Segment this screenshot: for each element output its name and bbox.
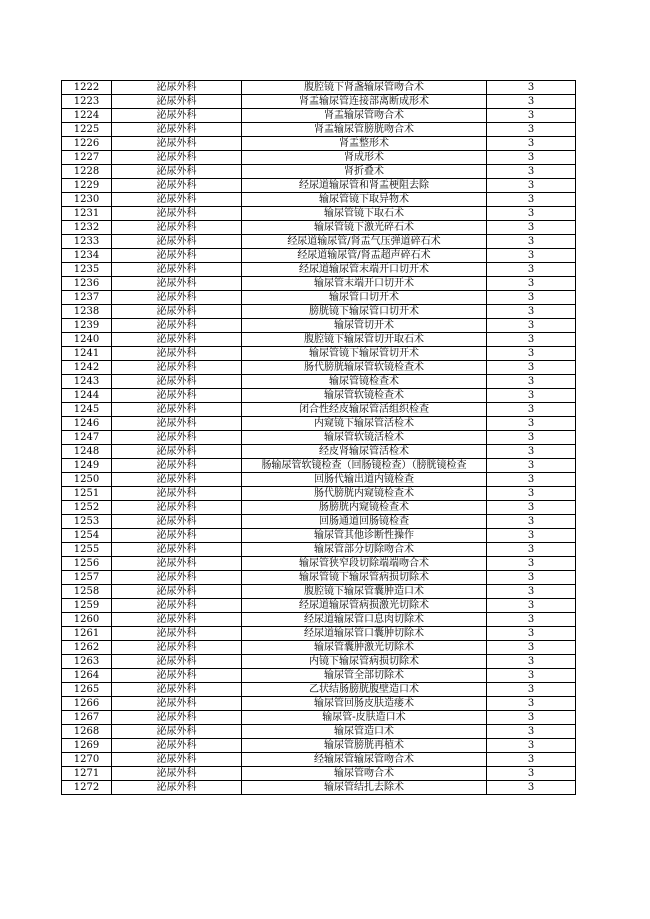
procedure-name-cell: 输尿管末端开口切开术 (242, 277, 487, 291)
table-row (62, 753, 576, 767)
row-number-cell: 1234 (62, 249, 112, 263)
grade-level-cell: 3 (487, 221, 576, 235)
department-cell: 泌尿外科 (112, 263, 242, 277)
grade-level-cell: 3 (487, 319, 576, 333)
row-number-cell: 1222 (62, 81, 112, 95)
row-number-cell: 1266 (62, 697, 112, 711)
department-cell: 泌尿外科 (112, 305, 242, 319)
procedure-name-cell: 输尿管镜下取石术 (242, 207, 487, 221)
table-row (62, 235, 576, 249)
grade-level-cell: 3 (487, 123, 576, 137)
procedure-name-cell: 经尿道输尿管/肾盂气压弹道碎石术 (242, 235, 487, 249)
grade-level-cell: 3 (487, 599, 576, 613)
row-number-cell: 1244 (62, 389, 112, 403)
row-number-cell: 1248 (62, 445, 112, 459)
department-cell: 泌尿外科 (112, 249, 242, 263)
row-number-cell: 1256 (62, 557, 112, 571)
department-cell: 泌尿外科 (112, 655, 242, 669)
grade-level-cell: 3 (487, 487, 576, 501)
procedure-name-cell: 输尿管膀胱再植术 (242, 739, 487, 753)
grade-level-cell: 3 (487, 585, 576, 599)
procedure-name-cell: 肠代膀胱输尿管软镜检查术 (242, 361, 487, 375)
department-cell: 泌尿外科 (112, 389, 242, 403)
table-row (62, 137, 576, 151)
row-number-cell: 1228 (62, 165, 112, 179)
procedure-name-cell: 输尿管-皮肤造口术 (242, 711, 487, 725)
row-number-cell: 1263 (62, 655, 112, 669)
grade-level-cell: 3 (487, 305, 576, 319)
department-cell: 泌尿外科 (112, 599, 242, 613)
grade-level-cell: 3 (487, 655, 576, 669)
procedure-name-cell: 输尿管镜下取异物术 (242, 193, 487, 207)
table-row (62, 179, 576, 193)
row-number-cell: 1271 (62, 767, 112, 781)
department-cell: 泌尿外科 (112, 683, 242, 697)
grade-level-cell: 3 (487, 515, 576, 529)
row-number-cell: 1233 (62, 235, 112, 249)
row-number-cell: 1247 (62, 431, 112, 445)
department-cell: 泌尿外科 (112, 235, 242, 249)
grade-level-cell: 3 (487, 767, 576, 781)
procedure-name-cell: 肠代膀胱内窥镜检查术 (242, 487, 487, 501)
department-cell: 泌尿外科 (112, 151, 242, 165)
grade-level-cell: 3 (487, 613, 576, 627)
table-row (62, 249, 576, 263)
grade-level-cell: 3 (487, 669, 576, 683)
grade-level-cell: 3 (487, 543, 576, 557)
row-number-cell: 1272 (62, 781, 112, 795)
procedure-name-cell: 输尿管软镜活检术 (242, 431, 487, 445)
procedure-name-cell: 输尿管镜检查术 (242, 375, 487, 389)
grade-level-cell: 3 (487, 641, 576, 655)
table-row (62, 193, 576, 207)
table-row (62, 81, 576, 95)
department-cell: 泌尿外科 (112, 711, 242, 725)
row-number-cell: 1241 (62, 347, 112, 361)
department-cell: 泌尿外科 (112, 291, 242, 305)
grade-level-cell: 3 (487, 557, 576, 571)
grade-level-cell: 3 (487, 711, 576, 725)
row-number-cell: 1246 (62, 417, 112, 431)
department-cell: 泌尿外科 (112, 361, 242, 375)
department-cell: 泌尿外科 (112, 739, 242, 753)
row-number-cell: 1232 (62, 221, 112, 235)
procedure-name-cell: 肾盂输尿管连接部离断成形术 (242, 95, 487, 109)
procedure-name-cell: 输尿管狭窄段切除端端吻合术 (242, 557, 487, 571)
table-row (62, 571, 576, 585)
table-row (62, 697, 576, 711)
table-row (62, 543, 576, 557)
row-number-cell: 1261 (62, 627, 112, 641)
table-row (62, 389, 576, 403)
table-row (62, 669, 576, 683)
row-number-cell: 1267 (62, 711, 112, 725)
department-cell: 泌尿外科 (112, 165, 242, 179)
table-row (62, 403, 576, 417)
department-cell: 泌尿外科 (112, 179, 242, 193)
procedure-name-cell: 肾成形术 (242, 151, 487, 165)
department-cell: 泌尿外科 (112, 767, 242, 781)
procedure-name-cell: 腹腔镜下肾盏输尿管吻合术 (242, 81, 487, 95)
grade-level-cell: 3 (487, 403, 576, 417)
row-number-cell: 1251 (62, 487, 112, 501)
table-row (62, 417, 576, 431)
grade-level-cell: 3 (487, 459, 576, 473)
department-cell: 泌尿外科 (112, 669, 242, 683)
procedure-name-cell: 肾盂整形术 (242, 137, 487, 151)
table-row (62, 151, 576, 165)
department-cell: 泌尿外科 (112, 571, 242, 585)
procedure-name-cell: 输尿管全部切除术 (242, 669, 487, 683)
department-cell: 泌尿外科 (112, 725, 242, 739)
grade-level-cell: 3 (487, 95, 576, 109)
department-cell: 泌尿外科 (112, 431, 242, 445)
table-row (62, 655, 576, 669)
procedure-name-cell: 肾盂输尿管吻合术 (242, 109, 487, 123)
grade-level-cell: 3 (487, 81, 576, 95)
grade-level-cell: 3 (487, 207, 576, 221)
table-row (62, 291, 576, 305)
procedure-name-cell: 乙状结肠膀胱腹壁造口术 (242, 683, 487, 697)
row-number-cell: 1226 (62, 137, 112, 151)
row-number-cell: 1227 (62, 151, 112, 165)
row-number-cell: 1249 (62, 459, 112, 473)
procedure-name-cell: 输尿管镜下激光碎石术 (242, 221, 487, 235)
table-row (62, 123, 576, 137)
procedure-name-cell: 经皮肾输尿管活检术 (242, 445, 487, 459)
table-row (62, 781, 576, 795)
department-cell: 泌尿外科 (112, 459, 242, 473)
row-number-cell: 1240 (62, 333, 112, 347)
department-cell: 泌尿外科 (112, 641, 242, 655)
row-number-cell: 1237 (62, 291, 112, 305)
grade-level-cell: 3 (487, 193, 576, 207)
department-cell: 泌尿外科 (112, 333, 242, 347)
table-row (62, 515, 576, 529)
row-number-cell: 1265 (62, 683, 112, 697)
table-row (62, 739, 576, 753)
grade-level-cell: 3 (487, 277, 576, 291)
procedure-name-cell: 输尿管吻合术 (242, 767, 487, 781)
row-number-cell: 1260 (62, 613, 112, 627)
department-cell: 泌尿外科 (112, 109, 242, 123)
row-number-cell: 1225 (62, 123, 112, 137)
department-cell: 泌尿外科 (112, 473, 242, 487)
table-row (62, 431, 576, 445)
row-number-cell: 1269 (62, 739, 112, 753)
grade-level-cell: 3 (487, 179, 576, 193)
row-number-cell: 1258 (62, 585, 112, 599)
procedure-name-cell: 输尿管镜下输尿管病损切除术 (242, 571, 487, 585)
table-row (62, 305, 576, 319)
grade-level-cell: 3 (487, 571, 576, 585)
procedure-name-cell: 经输尿管输尿管吻合术 (242, 753, 487, 767)
procedure-name-cell: 输尿管回肠皮肤造瘘术 (242, 697, 487, 711)
table-row (62, 445, 576, 459)
procedure-name-cell: 腹腔镜下输尿管切开取石术 (242, 333, 487, 347)
grade-level-cell: 3 (487, 109, 576, 123)
grade-level-cell: 3 (487, 753, 576, 767)
row-number-cell: 1229 (62, 179, 112, 193)
table-row (62, 109, 576, 123)
row-number-cell: 1253 (62, 515, 112, 529)
grade-level-cell: 3 (487, 263, 576, 277)
table-row (62, 95, 576, 109)
grade-level-cell: 3 (487, 333, 576, 347)
row-number-cell: 1264 (62, 669, 112, 683)
table-row (62, 473, 576, 487)
grade-level-cell: 3 (487, 627, 576, 641)
row-number-cell: 1239 (62, 319, 112, 333)
department-cell: 泌尿外科 (112, 81, 242, 95)
department-cell: 泌尿外科 (112, 221, 242, 235)
grade-level-cell: 3 (487, 235, 576, 249)
table-row (62, 501, 576, 515)
row-number-cell: 1238 (62, 305, 112, 319)
grade-level-cell: 3 (487, 389, 576, 403)
grade-level-cell: 3 (487, 473, 576, 487)
department-cell: 泌尿外科 (112, 557, 242, 571)
table-row (62, 347, 576, 361)
table-row (62, 711, 576, 725)
row-number-cell: 1250 (62, 473, 112, 487)
row-number-cell: 1224 (62, 109, 112, 123)
department-cell: 泌尿外科 (112, 753, 242, 767)
department-cell: 泌尿外科 (112, 501, 242, 515)
grade-level-cell: 3 (487, 151, 576, 165)
procedure-name-cell: 输尿管造口术 (242, 725, 487, 739)
row-number-cell: 1242 (62, 361, 112, 375)
procedure-name-cell: 回肠代输出道内镜检查 (242, 473, 487, 487)
grade-level-cell: 3 (487, 697, 576, 711)
row-number-cell: 1243 (62, 375, 112, 389)
row-number-cell: 1254 (62, 529, 112, 543)
grade-level-cell: 3 (487, 249, 576, 263)
table-row (62, 683, 576, 697)
department-cell: 泌尿外科 (112, 781, 242, 795)
department-cell: 泌尿外科 (112, 277, 242, 291)
department-cell: 泌尿外科 (112, 193, 242, 207)
department-cell: 泌尿外科 (112, 445, 242, 459)
procedure-name-cell: 输尿管结扎去除术 (242, 781, 487, 795)
procedure-name-cell: 腹腔镜下输尿管囊肿造口术 (242, 585, 487, 599)
department-cell: 泌尿外科 (112, 403, 242, 417)
department-cell: 泌尿外科 (112, 137, 242, 151)
department-cell: 泌尿外科 (112, 207, 242, 221)
table-row (62, 263, 576, 277)
table-row (62, 613, 576, 627)
department-cell: 泌尿外科 (112, 375, 242, 389)
procedure-name-cell: 经尿道输尿管病损激光切除术 (242, 599, 487, 613)
grade-level-cell: 3 (487, 431, 576, 445)
table-row (62, 361, 576, 375)
grade-level-cell: 3 (487, 137, 576, 151)
table-row (62, 319, 576, 333)
procedure-name-cell: 内窥镜下输尿管活检术 (242, 417, 487, 431)
department-cell: 泌尿外科 (112, 543, 242, 557)
row-number-cell: 1270 (62, 753, 112, 767)
row-number-cell: 1223 (62, 95, 112, 109)
row-number-cell: 1262 (62, 641, 112, 655)
table-row (62, 375, 576, 389)
table-row (62, 487, 576, 501)
procedure-name-cell: 输尿管镜下输尿管切开术 (242, 347, 487, 361)
grade-level-cell: 3 (487, 417, 576, 431)
procedure-name-cell: 肾盂输尿管膀胱吻合术 (242, 123, 487, 137)
grade-level-cell: 3 (487, 501, 576, 515)
row-number-cell: 1235 (62, 263, 112, 277)
grade-level-cell: 3 (487, 529, 576, 543)
grade-level-cell: 3 (487, 683, 576, 697)
grade-level-cell: 3 (487, 445, 576, 459)
table-row (62, 599, 576, 613)
department-cell: 泌尿外科 (112, 319, 242, 333)
procedure-name-cell: 回肠通道回肠镜检查 (242, 515, 487, 529)
procedure-table (61, 80, 576, 795)
procedure-name-cell: 肾折叠术 (242, 165, 487, 179)
procedure-name-cell: 输尿管其他诊断性操作 (242, 529, 487, 543)
department-cell: 泌尿外科 (112, 529, 242, 543)
grade-level-cell: 3 (487, 725, 576, 739)
procedure-name-cell: 肠膀胱内窥镜检查术 (242, 501, 487, 515)
department-cell: 泌尿外科 (112, 515, 242, 529)
row-number-cell: 1245 (62, 403, 112, 417)
table-row (62, 557, 576, 571)
row-number-cell: 1255 (62, 543, 112, 557)
grade-level-cell: 3 (487, 347, 576, 361)
row-number-cell: 1252 (62, 501, 112, 515)
grade-level-cell: 3 (487, 165, 576, 179)
row-number-cell: 1231 (62, 207, 112, 221)
procedure-name-cell: 内镜下输尿管病损切除术 (242, 655, 487, 669)
row-number-cell: 1259 (62, 599, 112, 613)
department-cell: 泌尿外科 (112, 697, 242, 711)
procedure-name-cell: 输尿管软镜检查术 (242, 389, 487, 403)
department-cell: 泌尿外科 (112, 627, 242, 641)
grade-level-cell: 3 (487, 781, 576, 795)
table-row (62, 725, 576, 739)
procedure-name-cell: 膀胱镜下输尿管口切开术 (242, 305, 487, 319)
procedure-name-cell: 经尿道输尿管和肾盂梗阻去除 (242, 179, 487, 193)
row-number-cell: 1230 (62, 193, 112, 207)
table-row (62, 585, 576, 599)
department-cell: 泌尿外科 (112, 123, 242, 137)
grade-level-cell: 3 (487, 739, 576, 753)
grade-level-cell: 3 (487, 375, 576, 389)
table-row (62, 641, 576, 655)
table-row (62, 221, 576, 235)
procedure-name-cell: 闭合性经皮输尿管活组织检查 (242, 403, 487, 417)
procedure-name-cell: 输尿管囊肿激光切除术 (242, 641, 487, 655)
row-number-cell: 1257 (62, 571, 112, 585)
procedure-table-body (62, 81, 576, 795)
table-row (62, 529, 576, 543)
table-row (62, 767, 576, 781)
table-row (62, 277, 576, 291)
department-cell: 泌尿外科 (112, 613, 242, 627)
procedure-name-cell: 经尿道输尿管口囊肿切除术 (242, 627, 487, 641)
row-number-cell: 1236 (62, 277, 112, 291)
procedure-name-cell: 经尿道输尿管/肾盂超声碎石术 (242, 249, 487, 263)
department-cell: 泌尿外科 (112, 347, 242, 361)
procedure-name-cell: 输尿管部分切除吻合术 (242, 543, 487, 557)
procedure-name-cell: 经尿道输尿管口息肉切除术 (242, 613, 487, 627)
grade-level-cell: 3 (487, 291, 576, 305)
procedure-name-cell: 经尿道输尿管末端开口切开术 (242, 263, 487, 277)
procedure-name-cell: 输尿管口切开术 (242, 291, 487, 305)
department-cell: 泌尿外科 (112, 417, 242, 431)
department-cell: 泌尿外科 (112, 95, 242, 109)
department-cell: 泌尿外科 (112, 487, 242, 501)
table-row (62, 459, 576, 473)
row-number-cell: 1268 (62, 725, 112, 739)
department-cell: 泌尿外科 (112, 585, 242, 599)
grade-level-cell: 3 (487, 361, 576, 375)
procedure-name-cell: 输尿管切开术 (242, 319, 487, 333)
procedure-name-cell: 肠输尿管软镜检查（回肠镜检查）（膀胱镜检查 (242, 459, 487, 473)
table-row (62, 627, 576, 641)
table-row (62, 207, 576, 221)
table-row (62, 165, 576, 179)
table-row (62, 333, 576, 347)
